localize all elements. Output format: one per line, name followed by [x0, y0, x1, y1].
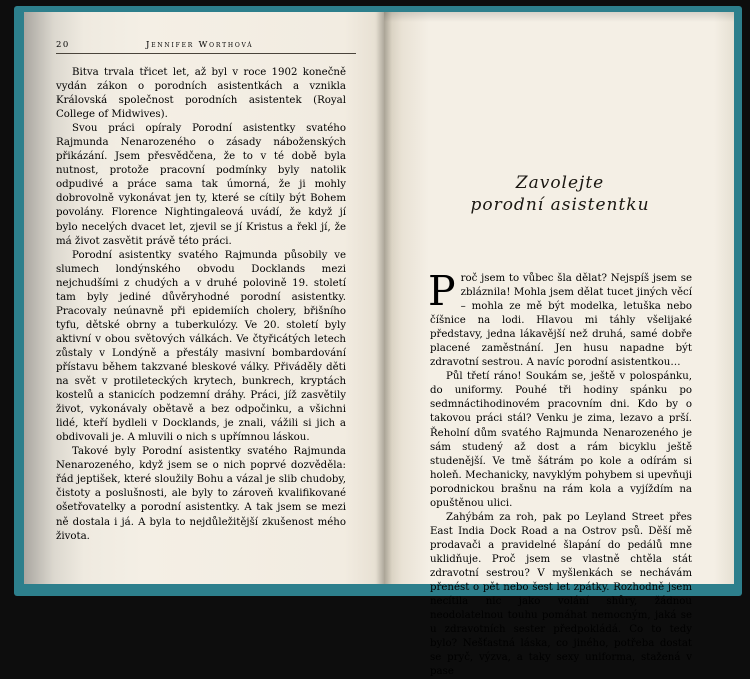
paragraph: Bitva trvala třicet let, až byl v roce 1902 konečně vydán zákon o porodních asistentkách a vznikla Královská společnost porodních asistentek (Royal College of Midwives).	[56, 67, 346, 121]
right-page-body	[428, 267, 692, 679]
paragraph: Půl třetí ráno! Soukám se, ještě v polospánku, do uniformy. Pouhé tři hodiny spánku po sedmnáctihodinovém pracovním dni. Kdo by o takovou práci stál? Venku je zima, lezavo a prší. Řeholní dům svatého Rajmunda Nenarozeného je sám studený až dost a rám bicyklu ještě studenější. Ve tmě šátrám po kole a odírám si holeň. Mechanicky, navyklým pohybem si upevňuji porodnickou brašnu na rám kola a vyjíždím na opuštěnou ulici.	[430, 371, 692, 509]
first-paragraph-text: roč jsem to vůbec šla dělat? Nejspíš jsem se zbláznila! Mohla jsem dělat tucet jiných věcí – mohla ze mě být modelka, letuška nebo číšnice na lodi. Hlavou mi táhly všelijaké představy, jedna lákavější než druhá, samé dobře placené zaměstnání. Jen husu napadne být zdravotní sestrou. A navíc porodní asistentkou…	[430, 273, 692, 369]
book-gutter	[376, 12, 392, 584]
paragraph: Takové byly Porodní asistentky svatého Rajmunda Nenarozeného, když jsem se o nich poprvé dozvěděla: řád jeptišek, které sloužily Bohu a vázal je slib chudoby, čistoty a poslušnosti, ale byly to zároveň kvalifikované ošetřovatelky a porodní asistentky. A tak jsem se mezi ně dostala i já. A byla to nejdůležitější zkušenost mého života.	[56, 446, 346, 542]
left-page-body	[56, 66, 346, 544]
page-shadow	[384, 12, 734, 22]
chapter-title-line1: Zavolejte	[515, 173, 605, 193]
paragraph: Porodní asistentky svatého Rajmunda působily ve slumech londýnského obvodu Docklands mezi nejchudšími z chudých a v druhé polovině 19. století tam byly jediné důvěryhodné porodní asistentky. Pracovaly neúnavně při epidemiích cholery, břišního tyfu, dětské obrny a tuberkulózy. Ve 20. století byly aktivní v obou světových válkách. Ve čtyřicátých letech zůstaly v Londýně a přestály masivní bombardování přístavu během takzvané bleskové války. Přiváděly děti na svět v protileteckých krytech, bunkrech, kryptách kostelů a stanicích podzemní dráhy. Práci, jíž zasvětily život, vykonávaly obětavě a bez odpočinku, a všichni lidé, kteří bydleli v Docklands, je znali, vážili si jich a obdivovali je. A mluvili o nich s upřímnou láskou.	[56, 249, 346, 444]
chapter-title-line2: porodní asistentku	[470, 195, 650, 215]
chapter-title	[420, 172, 700, 216]
paragraph: Zahýbám za roh, pak po Leyland Street přes East India Dock Road a na Ostrov psů. Děší mě prodavači a pravidelné šlapání do pedálů mne uklidňuje. Proč jsem se vlastně chtěla stát zdravotní sestrou? V myšlenkách se nechávám přenést o pět nebo šest let zpátky. Rozhodně jsem necítila nic jako volání shůry, žádnou neodolatelnou touhu pomáhat nemocným, jaká se u zdravotních sester předpokládá. Co to tedy bylo? Nešťastná láska, co jiného, potřeba dostat se pryč, výzva, a taky sexy uniforma, stažená v pase	[430, 511, 692, 678]
running-head	[56, 40, 356, 54]
drop-cap: P	[428, 267, 456, 315]
running-head-author: Jennifer Worthová	[146, 40, 254, 50]
first-paragraph	[428, 267, 692, 370]
paragraph: Svou práci opíraly Porodní asistentky svatého Rajmunda Nenarozeného o zásady náboženských přikázání. Jsem přesvědčena, že to v té době byla nutnost, protože pracovní podmínky byly natolik odpudivé a práce sama tak úmorná, že ji mohly dobrovolně vykonávat jen ty, které se cítily být Bohem povolány. Florence Nightingaleová uvádí, že když jí bylo necelých dvacet let, zjevil se jí Kristus a řekl jí, že má život zasvětit právě této práci.	[56, 123, 346, 247]
page-number: 20	[56, 40, 70, 50]
